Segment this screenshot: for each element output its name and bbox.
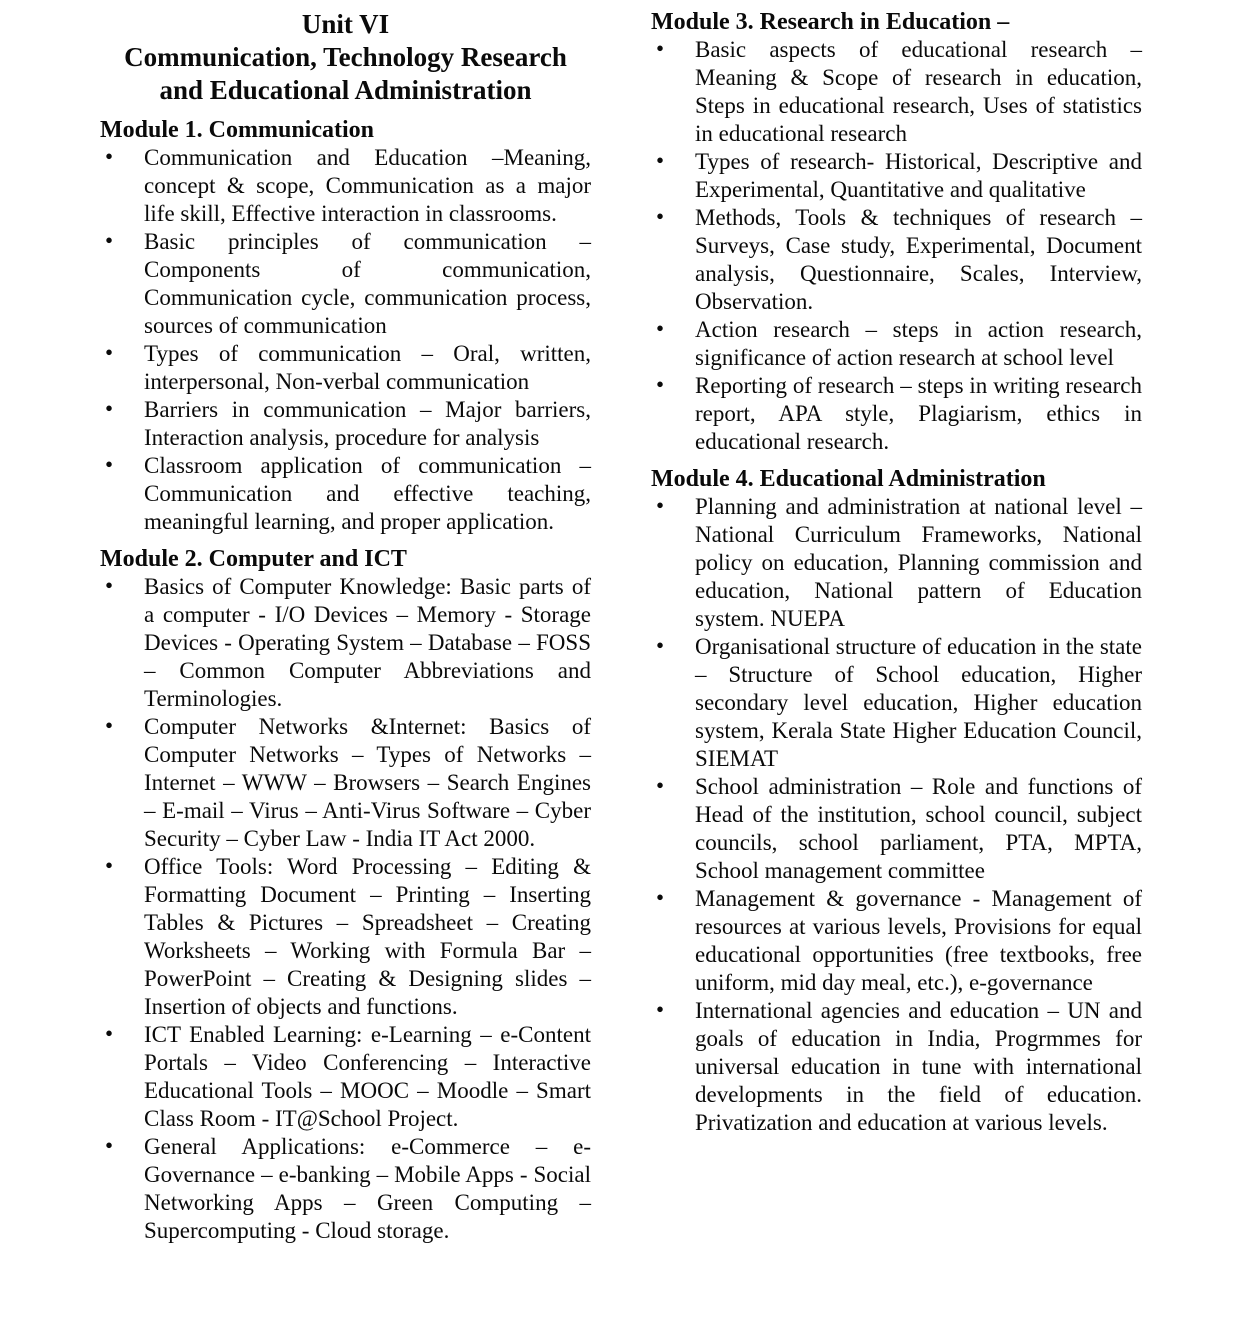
bullet-item	[651, 36, 1142, 148]
bullet-text: Classroom application of communication – Communication and effective teaching, meaningful learning, and proper application.	[144, 453, 591, 534]
bullet-icon: •	[656, 372, 665, 397]
bullet-text: Office Tools: Word Processing – Editing & Formatting Document – Printing – Inserting Tables & Pictures – Spreadsheet – Creating Worksheets – Working with Formula Bar – PowerPoint – Creating & Designing slides – Insertion of objects and functions.	[144, 854, 591, 1019]
bullet-icon: •	[656, 493, 665, 518]
bullet-icon: •	[656, 36, 665, 61]
bullet-item	[100, 228, 591, 340]
bullet-item	[100, 713, 591, 853]
bullet-text: Basics of Computer Knowledge: Basic parts of a computer - I/O Devices – Memory - Storage Devices - Operating System – Database – FOSS – Common Computer Abbreviations and Terminologies.	[144, 574, 591, 711]
bullet-text: Basic aspects of educational research – Meaning & Scope of research in education, Steps in educational research, Uses of statistics in educational research	[695, 37, 1142, 146]
bullet-item	[100, 144, 591, 228]
bullet-icon: •	[105, 1133, 114, 1158]
bullet-text: Action research – steps in action research, significance of action research at school level	[695, 317, 1142, 370]
bullet-item	[100, 1133, 591, 1245]
page-title	[100, 8, 591, 107]
module-heading: Module 4. Educational Administration	[651, 466, 1046, 492]
bullet-text: Types of research- Historical, Descriptive and Experimental, Quantitative and qualitative	[695, 149, 1142, 202]
bullet-text: Basic principles of communication – Components of communication, Communication cycle, communication process, sources of communication	[144, 229, 591, 338]
module-heading: Module 2. Computer and ICT	[100, 546, 407, 572]
bullet-item	[651, 885, 1142, 997]
bullet-item	[100, 1021, 591, 1133]
bullet-icon: •	[105, 396, 114, 421]
bullet-text: Types of communication – Oral, written, interpersonal, Non-verbal communication	[144, 341, 591, 394]
bullet-text: International agencies and education – UN and goals of education in India, Progrmmes for universal education in tune with international developments in the field of education. Privatization and education at various levels.	[695, 998, 1142, 1135]
module-heading: Module 3. Research in Education –	[651, 9, 1010, 35]
bullet-item	[651, 633, 1142, 773]
bullet-icon: •	[656, 997, 665, 1022]
bullet-list	[100, 144, 591, 536]
bullet-item	[100, 573, 591, 713]
module-section-4	[651, 465, 1142, 1137]
bullet-item	[651, 316, 1142, 372]
bullet-icon: •	[656, 148, 665, 173]
bullet-item	[100, 452, 591, 536]
bullet-icon: •	[105, 340, 114, 365]
bullet-item	[100, 396, 591, 452]
bullet-icon: •	[105, 713, 114, 738]
bullet-icon: •	[656, 633, 665, 658]
module-section-3	[651, 8, 1142, 456]
bullet-text: General Applications: e-Commerce – e-Governance – e-banking – Mobile Apps - Social Networking Apps – Green Computing – Supercomputing - Cloud storage.	[144, 1134, 591, 1243]
right-column	[651, 8, 1142, 1324]
bullet-item	[651, 493, 1142, 633]
bullet-list	[100, 573, 591, 1245]
bullet-text: Organisational structure of education in the state – Structure of School education, Higher secondary level education, Higher education system, Kerala State Higher Education Council, SIEMAT	[695, 634, 1142, 771]
bullet-icon: •	[105, 452, 114, 477]
bullet-text: Communication and Education –Meaning, concept & scope, Communication as a major life skill, Effective interaction in classrooms.	[144, 145, 591, 226]
left-column	[100, 8, 591, 1324]
bullet-list	[651, 493, 1142, 1137]
bullet-icon: •	[656, 316, 665, 341]
module-section-2	[100, 545, 591, 1245]
bullet-item	[651, 372, 1142, 456]
bullet-item	[651, 773, 1142, 885]
bullet-icon: •	[656, 885, 665, 910]
bullet-item	[651, 997, 1142, 1137]
bullet-list	[651, 36, 1142, 456]
bullet-text: Methods, Tools & techniques of research – Surveys, Case study, Experimental, Document analysis, Questionnaire, Scales, Interview, Observation.	[695, 205, 1142, 314]
module-heading: Module 1. Communication	[100, 117, 375, 143]
bullet-icon: •	[105, 853, 114, 878]
bullet-text: Management & governance - Management of resources at various levels, Provisions for equal educational opportunities (free textbooks, free uniform, mid day meal, etc.), e-governance	[695, 886, 1142, 995]
bullet-text: Barriers in communication – Major barriers, Interaction analysis, procedure for analysis	[144, 397, 591, 450]
page-title-line-3: and Educational Administration	[159, 75, 532, 105]
bullet-item	[651, 204, 1142, 316]
bullet-text: ICT Enabled Learning: e-Learning – e-Content Portals – Video Conferencing – Interactive Educational Tools – MOOC – Moodle – Smart Class Room - IT@School Project.	[144, 1022, 591, 1131]
bullet-text: Planning and administration at national level – National Curriculum Frameworks, National policy on education, Planning commission and education, National pattern of Education system. NUEPA	[695, 494, 1142, 631]
bullet-icon: •	[105, 1021, 114, 1046]
bullet-icon: •	[105, 144, 114, 169]
page-title-line-1: Unit VI	[301, 9, 390, 39]
bullet-text: Computer Networks &Internet: Basics of Computer Networks – Types of Networks – Internet – WWW – Browsers – Search Engines – E-mail – Virus – Anti-Virus Software – Cyber Security – Cyber Law - India IT Act 2000.	[144, 714, 591, 851]
bullet-item	[651, 148, 1142, 204]
bullet-text: Reporting of research – steps in writing research report, APA style, Plagiarism, ethics in educational research.	[695, 373, 1142, 454]
bullet-icon: •	[656, 204, 665, 229]
bullet-item	[100, 853, 591, 1021]
module-section-1	[100, 116, 591, 536]
bullet-item	[100, 340, 591, 396]
bullet-icon: •	[105, 573, 114, 598]
bullet-icon: •	[656, 773, 665, 798]
bullet-icon: •	[105, 228, 114, 253]
page-title-line-2: Communication, Technology Research	[124, 42, 567, 72]
bullet-text: School administration – Role and functions of Head of the institution, school council, subject councils, school parliament, PTA, MPTA, School management committee	[695, 774, 1142, 883]
